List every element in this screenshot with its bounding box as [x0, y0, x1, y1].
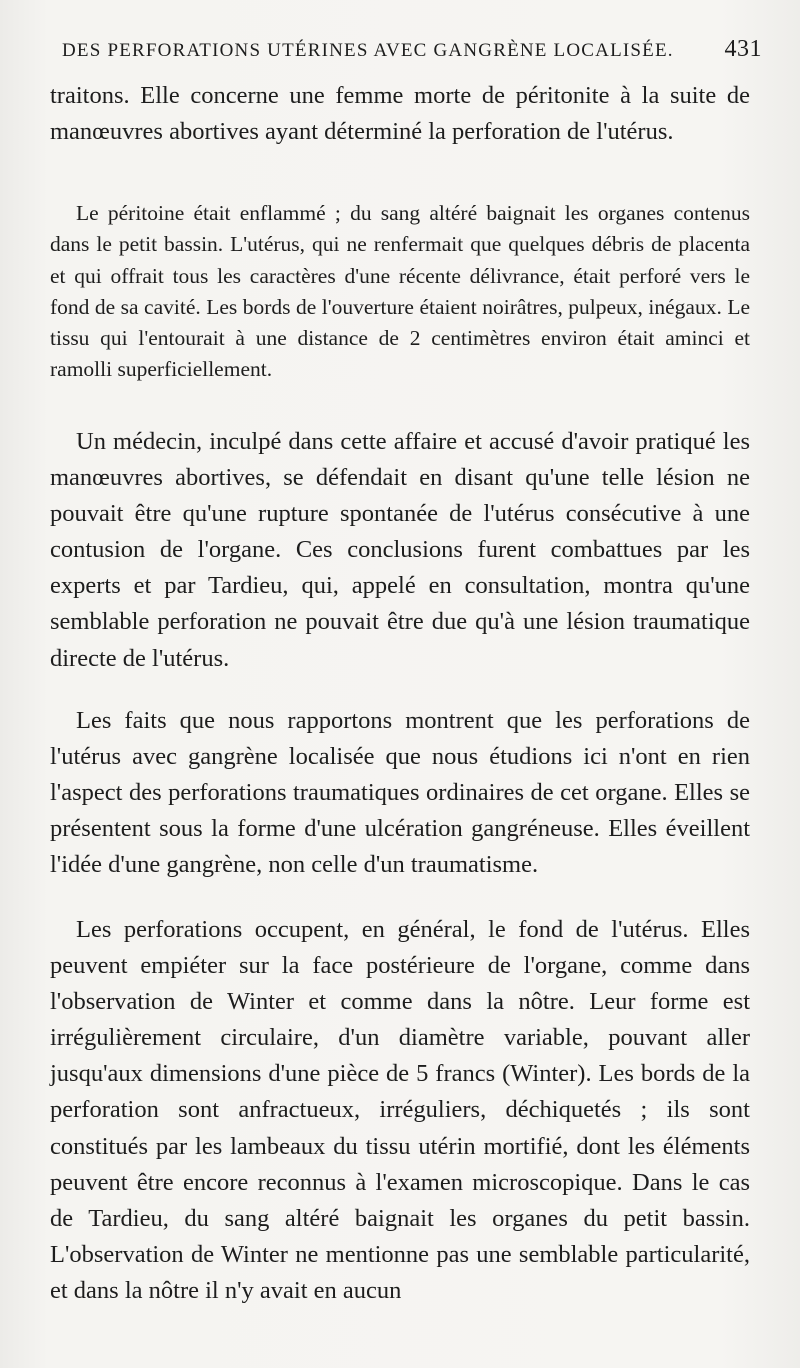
paragraph-tardieu-case — [50, 424, 750, 677]
quoted-observation-text: Le péritoine était enflammé ; du sang altéré baignait les organes contenus dans le petit bassin. L'utérus, qui ne renfermait que quelques débris de placenta et qui offrait tous les caractères d'une récente délivrance, était perforé vers le fond de sa cavité. Les bords de l'ouverture étaient noirâtres, pulpeux, inégaux. Le tissu qui l'entourait à une distance de 2 centimètres environ était aminci et ramolli superficiellement. — [50, 201, 750, 382]
page-number: 431 — [724, 36, 762, 62]
paragraph-text: Les perforations occupent, en général, le fond de l'utérus. Elles peuvent empiéter sur la face postérieure de l'organe, comme dans l'observation de Winter et comme dans la nôtre. Leur forme est irrégulièrement circulaire, d'un diamètre variable, pouvant aller jusqu'aux dimensions d'une pièce de 5 francs (Winter). Les bords de la perforation sont anfractueux, irréguliers, déchiquetés ; ils sont constitués par les lambeaux du tissu utérin mortifié, dont les éléments peuvent être encore reconnus à l'examen microscopique. Dans le cas de Tardieu, du sang altéré baignait les organes du petit bassin. L'observation de Winter ne mentionne pas une semblable particularité, et dans la nôtre il n'y avait en aucun — [50, 916, 750, 1304]
paragraph-perforation-description — [50, 912, 750, 1309]
quoted-observation — [50, 198, 750, 386]
running-title: DES PERFORATIONS UTÉRINES AVEC GANGRÈNE LOCALISÉE. — [62, 40, 674, 61]
page-header — [62, 36, 762, 72]
paragraph-findings — [50, 703, 750, 883]
paragraph-text: Les faits que nous rapportons montrent que les perforations de l'utérus avec gangrène localisée que nous étudions ici n'ont en rien l'aspect des perforations traumatiques ordinaires de cet organe. Elles se présentent sous la forme d'une ulcération gangréneuse. Elles éveillent l'idée d'une gangrène, non celle d'un traumatisme. — [50, 707, 750, 879]
paragraph-text: traitons. Elle concerne une femme morte de péritonite à la suite de manœuvres abortives ayant déterminé la perforation de l'utérus. — [50, 82, 750, 146]
paragraph-continuation — [50, 78, 750, 150]
paragraph-text: Un médecin, inculpé dans cette affaire et accusé d'avoir pratiqué les manœuvres abortives, se défendait en disant qu'une telle lésion ne pouvait être qu'une rupture spontanée de l'utérus consécutive à une contusion de l'organe. Ces conclusions furent combattues par les experts et par Tardieu, qui, appelé en consultation, montra qu'une semblable perforation ne pouvait être due qu'à une lésion traumatique directe de l'utérus. — [50, 428, 750, 672]
